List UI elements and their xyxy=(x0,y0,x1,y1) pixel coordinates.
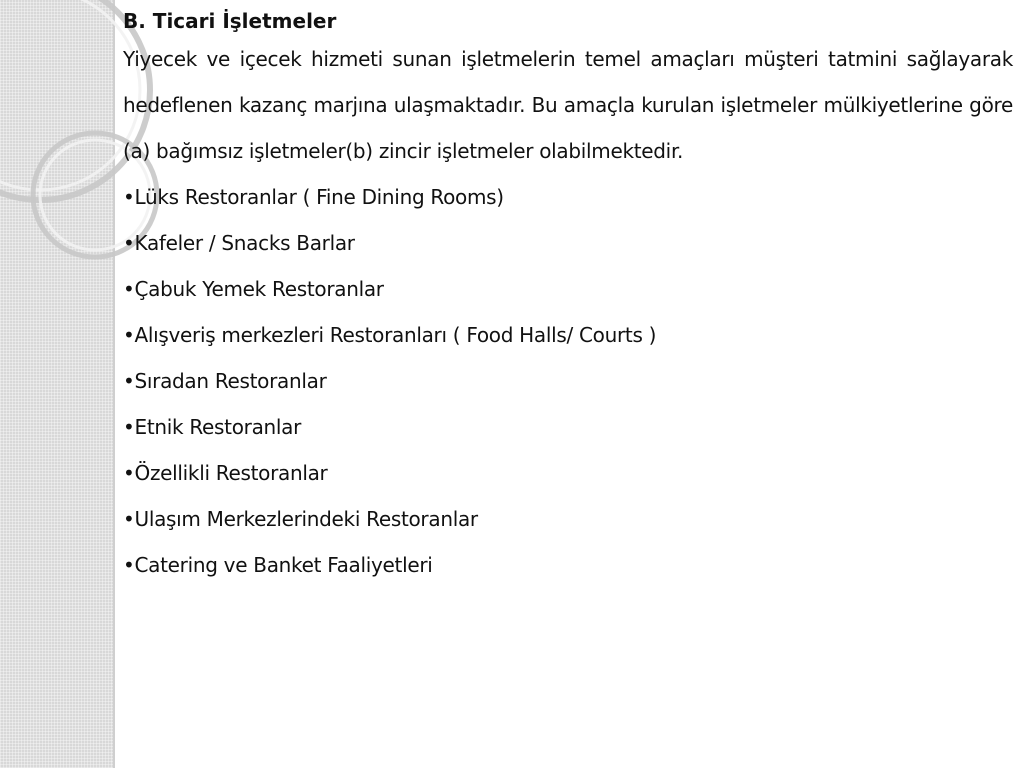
list-item-label: Etnik Restoranlar xyxy=(134,415,302,439)
bullet-icon: • xyxy=(123,507,135,531)
bullet-icon: • xyxy=(123,231,135,255)
bullet-icon: • xyxy=(123,185,135,209)
list-item-label: Çabuk Yemek Restoranlar xyxy=(134,277,384,301)
restaurant-types-list xyxy=(123,174,1013,588)
bullet-icon: • xyxy=(123,277,135,301)
list-item xyxy=(123,496,1013,542)
list-item xyxy=(123,312,1013,358)
list-item xyxy=(123,266,1013,312)
list-item-label: Alışveriş merkezleri Restoranları ( Food Halls/ Courts ) xyxy=(134,323,657,347)
list-item-label: Özellikli Restoranlar xyxy=(134,461,328,485)
left-decorative-band xyxy=(0,0,113,768)
list-item-label: Kafeler / Snacks Barlar xyxy=(134,231,355,255)
list-item xyxy=(123,174,1013,220)
list-item xyxy=(123,450,1013,496)
list-item xyxy=(123,542,1013,588)
bullet-icon: • xyxy=(123,415,135,439)
bullet-icon: • xyxy=(123,461,135,485)
list-item-label: Lüks Restoranlar ( Fine Dining Rooms) xyxy=(134,185,504,209)
bullet-icon: • xyxy=(123,553,135,577)
list-item-label: Ulaşım Merkezlerindeki Restoranlar xyxy=(134,507,478,531)
list-item-label: Sıradan Restoranlar xyxy=(134,369,327,393)
slide-content xyxy=(123,6,1013,588)
list-item-label: Catering ve Banket Faaliyetleri xyxy=(134,553,433,577)
bullet-icon: • xyxy=(123,369,135,393)
bullet-icon: • xyxy=(123,323,135,347)
list-item xyxy=(123,220,1013,266)
list-item xyxy=(123,358,1013,404)
band-edge-divider xyxy=(113,0,115,768)
list-item xyxy=(123,404,1013,450)
intro-paragraph: Yiyecek ve içecek hizmeti sunan işletmelerin temel amaçları müşteri tatmini sağlayarak hedeflenen kazanç marjına ulaşmaktadır. Bu amaçla kurulan işletmeler mülkiyetlerine göre (a) bağımsız işletmeler(b) zincir işletmeler olabilmektedir. xyxy=(123,47,1013,163)
slide-title: B. Ticari İşletmeler xyxy=(123,9,337,33)
